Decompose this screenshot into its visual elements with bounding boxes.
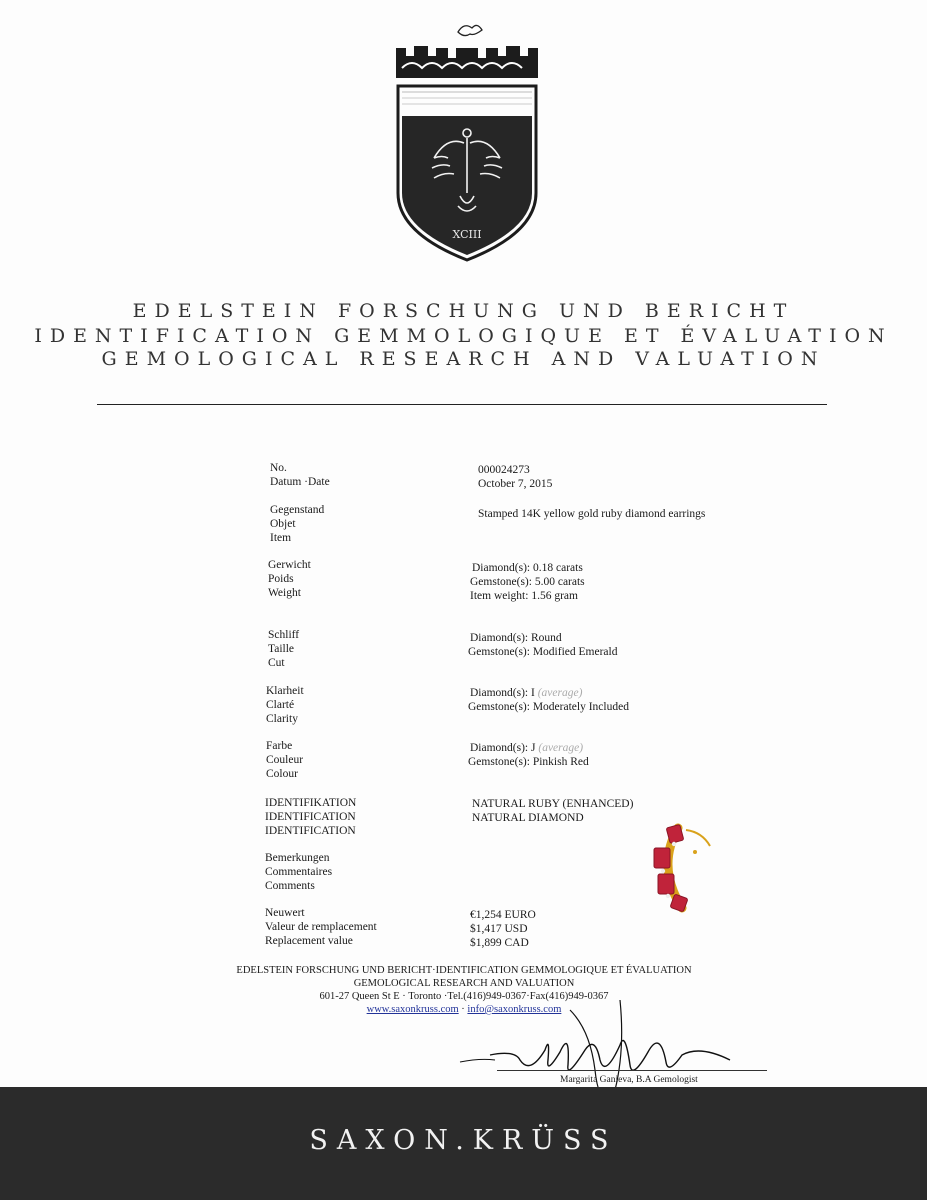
- gemstone-weight: Gemstone(s): 5.00 carats: [470, 576, 585, 588]
- cut-label-de: Schliff: [268, 629, 300, 641]
- signature-line: [497, 1070, 767, 1071]
- diamond-clarity: Diamond(s): I (average): [470, 687, 583, 699]
- value-label-de: Neuwert: [265, 907, 305, 919]
- diamond-cut: Diamond(s): Round: [470, 632, 562, 644]
- gemologist-name: Margarita Ganieva, B.A Gemologist: [560, 1075, 698, 1085]
- heading-english: GEMOLOGICAL RESEARCH AND VALUATION: [101, 348, 826, 370]
- colour-label-fr: Couleur: [266, 754, 304, 766]
- comments-label-fr: Commentaires: [265, 866, 333, 878]
- clarity-label-de: Klarheit: [266, 685, 304, 697]
- colour-label-en: Colour: [266, 768, 298, 780]
- heading-french: IDENTIFICATION GEMMOLOGIQUE ET ÉVALUATION: [34, 325, 893, 347]
- diamond-weight: Diamond(s): 0.18 carats: [472, 562, 583, 574]
- clarity-label-fr: Clarté: [266, 699, 295, 711]
- saxon-kruss-crest-logo: [392, 18, 542, 268]
- value-label-en: Replacement value: [265, 935, 353, 947]
- item-label-en: Item: [270, 532, 292, 544]
- crest-numeral: XCIII: [452, 228, 482, 241]
- footer-address: 601-27 Queen St E · Toronto ·Tel.(416)949-0367·Fax(416)949-0367: [319, 991, 609, 1002]
- value-euro: €1,254 EURO: [470, 909, 536, 921]
- value-label-fr: Valeur de remplacement: [265, 921, 377, 933]
- identification-label-de: IDENTIFIKATION: [265, 797, 357, 809]
- identification-label-fr: IDENTIFICATION: [265, 811, 356, 823]
- identification-diamond: NATURAL DIAMOND: [472, 812, 584, 824]
- footer-address-block: EDELSTEIN FORSCHUNG UND BERICHT·IDENTIFICATION GEMMOLOGIQUE ET ÉVALUATION GEMOLOGICAL RESEARCH AND VALUATION 601-27 Queen St E · Toronto ·Tel.(416)949-0367·Fax(416)949-0367 www.saxonkruss.com · info@saxonkruss.com: [200, 964, 728, 1016]
- colour-label-de: Farbe: [266, 740, 293, 752]
- identification-label-en: IDENTIFICATION: [265, 825, 356, 837]
- certificate-number: 000024273: [478, 464, 530, 476]
- diamond-colour: Diamond(s): J (average): [470, 742, 584, 754]
- brand-name: SAXON.KRÜSS: [309, 1125, 618, 1156]
- earring-photo: [650, 822, 720, 914]
- gemstone-cut: Gemstone(s): Modified Emerald: [468, 646, 618, 658]
- certificate-date: October 7, 2015: [478, 478, 553, 490]
- footer-line-2: GEMOLOGICAL RESEARCH AND VALUATION: [353, 978, 575, 989]
- item-label-fr: Objet: [270, 518, 296, 530]
- value-usd: $1,417 USD: [470, 923, 528, 935]
- item-weight: Item weight: 1.56 gram: [470, 590, 578, 602]
- comments-label-en: Comments: [265, 880, 315, 892]
- website-link[interactable]: www.saxonkruss.com: [366, 1004, 459, 1015]
- email-link[interactable]: info@saxonkruss.com: [467, 1004, 562, 1015]
- gemstone-clarity: Gemstone(s): Moderately Included: [468, 701, 629, 713]
- comments-label-de: Bemerkungen: [265, 852, 330, 864]
- date-label: Datum ·Date: [270, 476, 330, 488]
- header-divider: [97, 404, 827, 405]
- item-description: Stamped 14K yellow gold ruby diamond earrings: [478, 508, 706, 520]
- no-label: No.: [270, 462, 287, 474]
- weight-label-en: Weight: [268, 587, 301, 599]
- clarity-label-en: Clarity: [266, 713, 298, 725]
- weight-label-fr: Poids: [268, 573, 294, 585]
- weight-label-de: Gerwicht: [268, 559, 311, 571]
- colour-average-note: (average): [538, 742, 584, 754]
- identification-ruby: NATURAL RUBY (ENHANCED): [472, 798, 634, 810]
- value-cad: $1,899 CAD: [470, 937, 529, 949]
- clarity-average-note: (average): [537, 687, 583, 699]
- heading-german: EDELSTEIN FORSCHUNG UND BERICHT: [132, 300, 795, 322]
- item-label-de: Gegenstand: [270, 504, 325, 516]
- gemstone-colour: Gemstone(s): Pinkish Red: [468, 756, 589, 768]
- cut-label-en: Cut: [268, 657, 285, 669]
- footer-line-1: EDELSTEIN FORSCHUNG UND BERICHT·IDENTIFICATION GEMMOLOGIQUE ET ÉVALUATION: [236, 965, 692, 976]
- cut-label-fr: Taille: [268, 643, 295, 655]
